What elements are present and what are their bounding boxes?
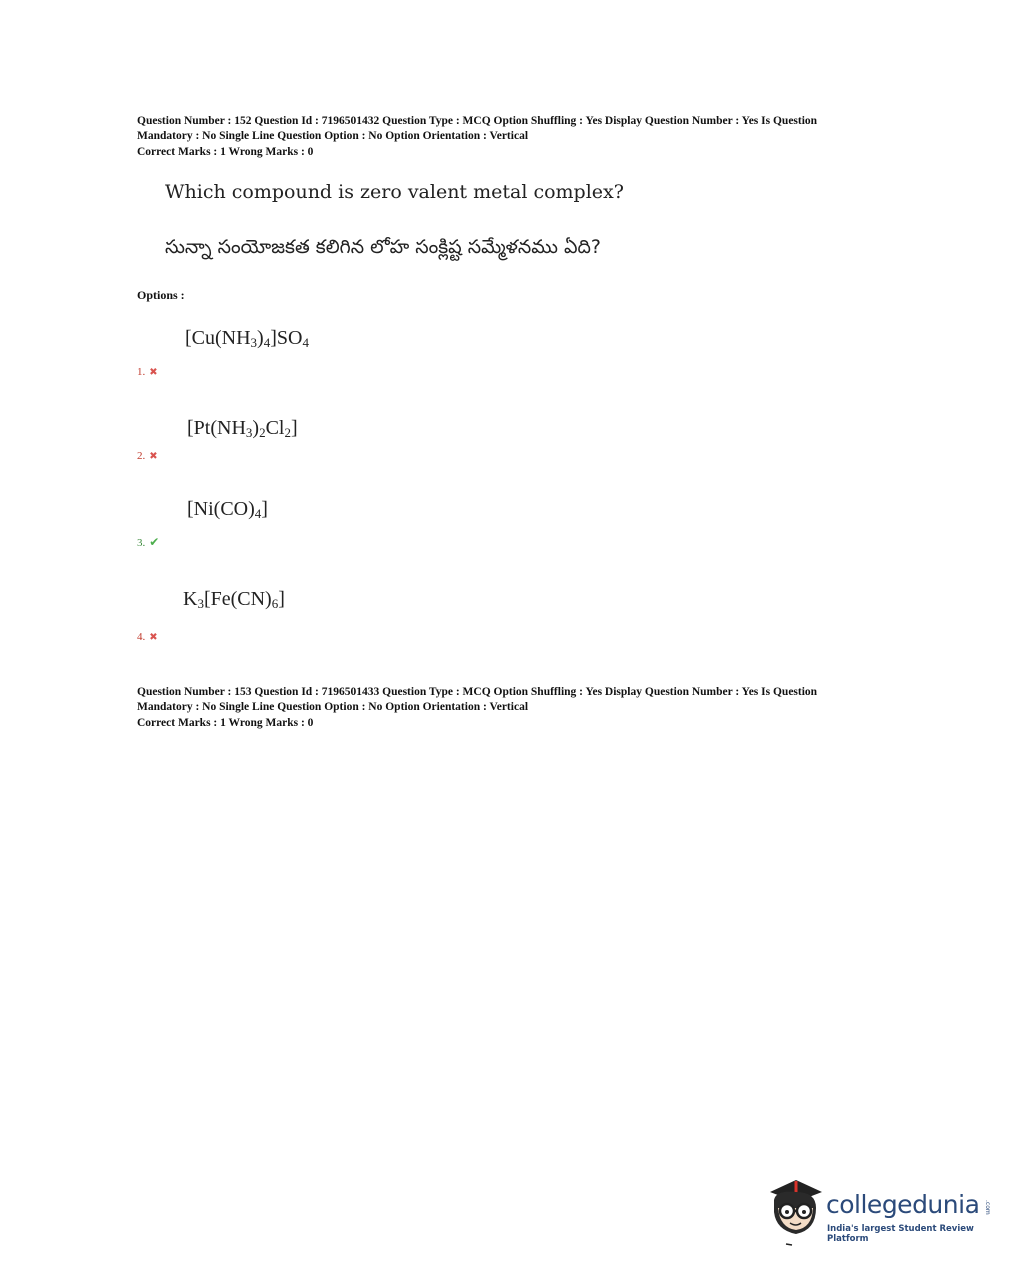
option-number: 2. <box>137 450 146 462</box>
mascot-icon <box>766 1178 824 1248</box>
formula-text: K <box>183 588 198 610</box>
formula-text: ) <box>252 417 260 439</box>
cross-icon: ✖ <box>149 631 158 643</box>
option-1-number <box>137 366 158 378</box>
option-number: 1. <box>137 366 146 378</box>
question-text-telugu: సున్నా సంయోజకత కలిగిన లోహ సంక్లిష్ట సమ్మేళనము ఏది? <box>165 236 601 258</box>
logo-wordmark: collegedunia <box>826 1190 980 1219</box>
formula-subscript: 4 <box>254 506 262 521</box>
options-label: Options : <box>137 288 185 302</box>
formula-subscript: 4 <box>263 335 271 350</box>
formula-subscript: 3 <box>245 425 253 440</box>
formula-subscript: 3 <box>250 335 258 350</box>
formula-text: Cl <box>265 417 285 439</box>
cross-icon: ✖ <box>149 366 158 378</box>
option-4-formula <box>183 588 285 611</box>
question-152-metadata <box>137 114 897 160</box>
formula-subscript: 4 <box>302 335 309 350</box>
meta-line: Question Number : 152 Question Id : 7196501432 Question Type : MCQ Option Shuffling : Yes Display Question Number : Yes Is Question <box>137 115 818 127</box>
option-1-formula <box>185 327 309 350</box>
logo-dotcom: .com <box>984 1200 991 1215</box>
option-2-number <box>137 450 158 462</box>
option-2-formula <box>187 417 298 440</box>
check-icon: ✔ <box>149 535 160 549</box>
question-153-metadata <box>137 685 897 731</box>
meta-line: Correct Marks : 1 Wrong Marks : 0 <box>137 146 314 158</box>
option-3-number <box>137 535 159 550</box>
option-number: 3. <box>137 536 146 549</box>
formula-text: [Fe(CN) <box>203 588 272 610</box>
option-number: 4. <box>137 631 146 643</box>
formula-subscript: 2 <box>284 425 291 440</box>
formula-text: ] <box>278 588 285 610</box>
meta-line: Mandatory : No Single Line Question Option : No Option Orientation : Vertical <box>137 129 529 142</box>
meta-line: Mandatory : No Single Line Question Option : No Option Orientation : Vertical <box>137 700 529 713</box>
formula-text: ] <box>290 417 298 439</box>
meta-line: Question Number : 153 Question Id : 7196501433 Question Type : MCQ Option Shuffling : Yes Display Question Number : Yes Is Question <box>137 686 818 698</box>
meta-line: Correct Marks : 1 Wrong Marks : 0 <box>137 717 314 729</box>
formula-text: [Cu(NH <box>185 327 251 349</box>
logo-tagline: India's largest Student Review Platform <box>827 1224 974 1244</box>
formula-subscript: 3 <box>197 596 204 611</box>
formula-text: ]SO <box>270 327 303 349</box>
formula-subscript: 6 <box>271 596 279 611</box>
formula-text: ] <box>261 498 268 520</box>
cross-icon: ✖ <box>149 450 158 462</box>
formula-subscript: 2 <box>259 425 266 440</box>
formula-text: [Ni(CO) <box>187 498 255 520</box>
formula-text: [Pt(NH <box>187 417 246 439</box>
formula-text: ) <box>257 327 264 349</box>
question-text-english: Which compound is zero valent metal complex? <box>165 181 624 203</box>
collegedunia-logo <box>766 1178 996 1248</box>
option-3-formula <box>187 498 268 521</box>
option-4-number <box>137 631 158 643</box>
